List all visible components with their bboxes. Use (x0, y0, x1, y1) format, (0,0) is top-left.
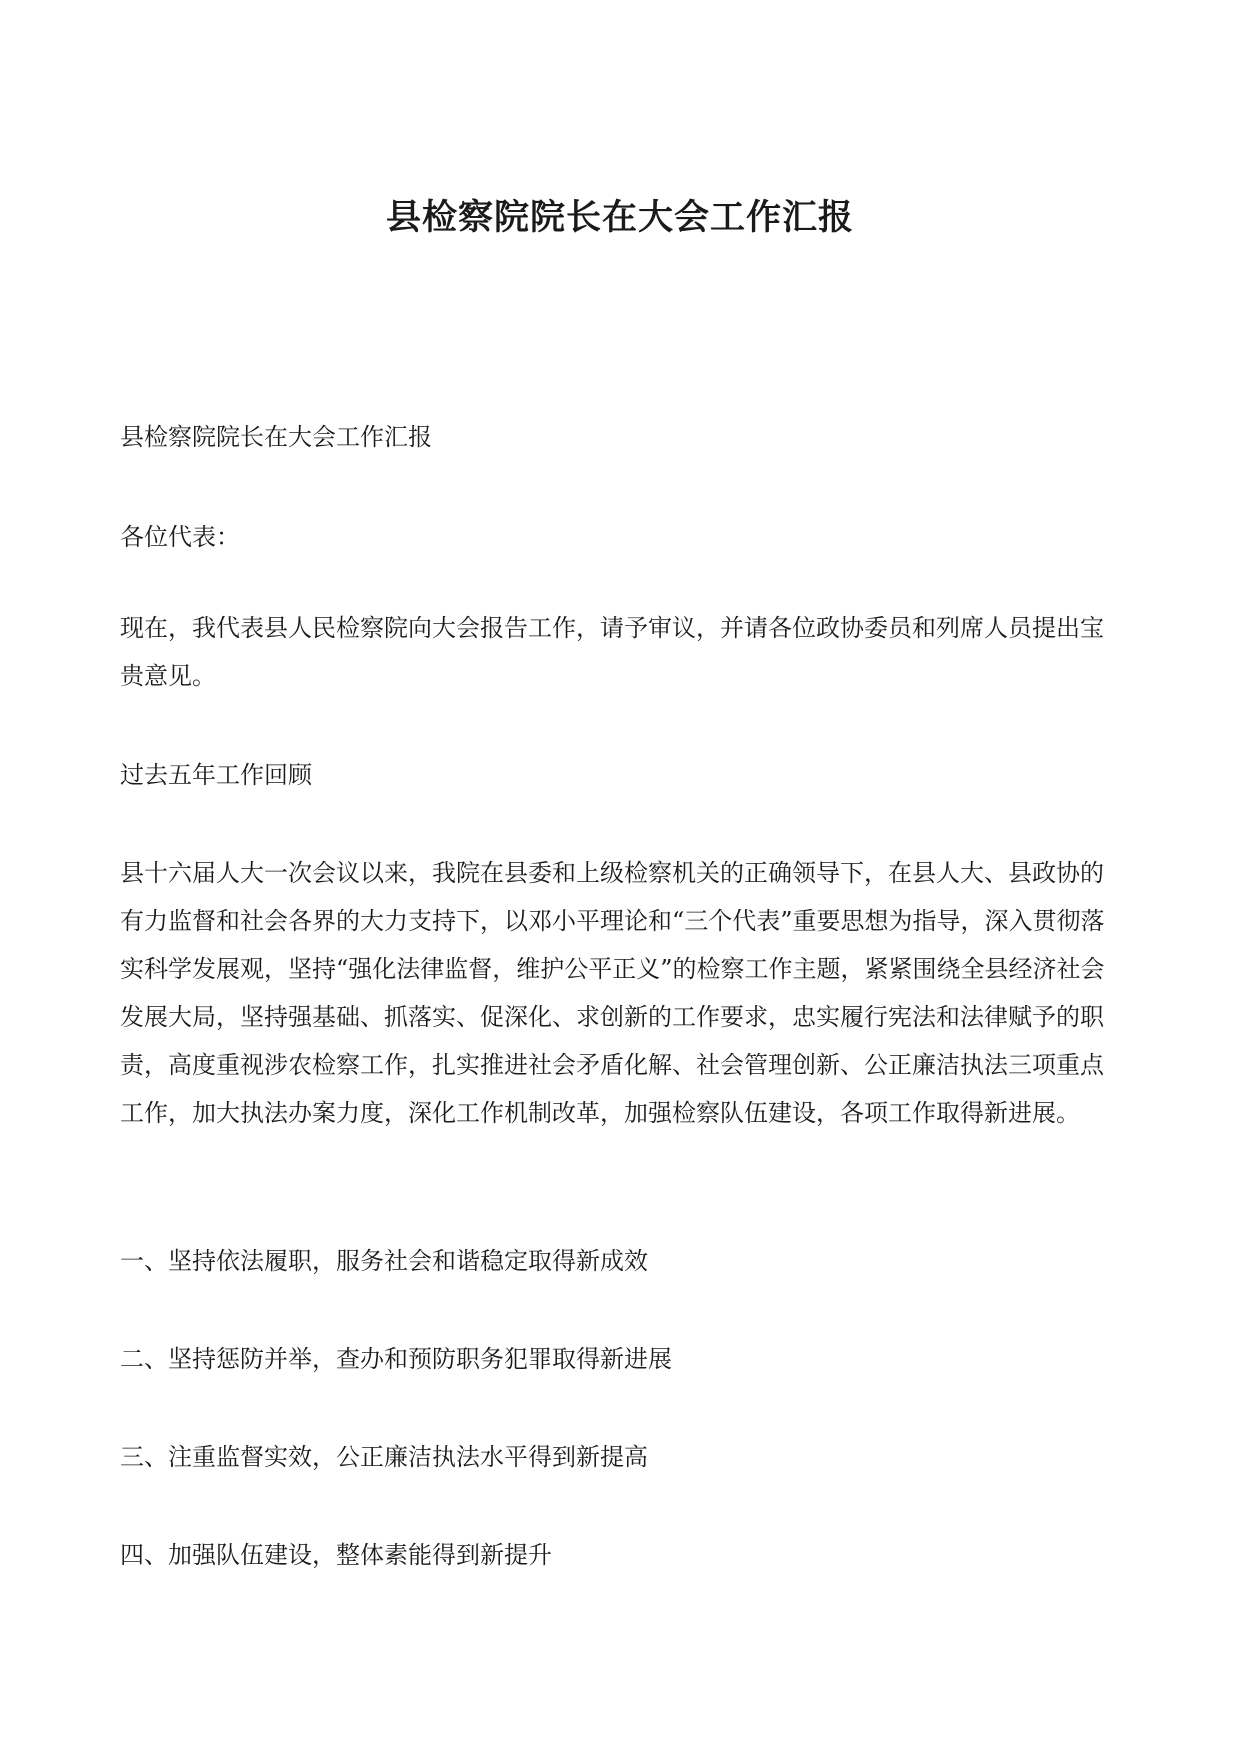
salutation: 各位代表： (120, 523, 240, 551)
document-subtitle: 县检察院院长在大会工作汇报 (120, 423, 432, 451)
section-heading: 二、坚持惩防并举，查办和预防职务犯罪取得新进展 (120, 1345, 672, 1373)
intro-paragraph: 现在，我代表县人民检察院向大会报告工作，请予审议，并请各位政协委员和列席人员提出宝贵意见。 (120, 614, 1104, 690)
review-heading: 过去五年工作回顾 (120, 761, 312, 789)
section-heading: 一、坚持依法履职，服务社会和谐稳定取得新成效 (120, 1247, 648, 1275)
section-heading: 四、加强队伍建设，整体素能得到新提升 (120, 1541, 552, 1569)
section-heading: 三、注重监督实效，公正廉洁执法水平得到新提高 (120, 1443, 648, 1471)
document-title: 县检察院院长在大会工作汇报 (385, 197, 854, 238)
review-paragraph: 县十六届人大一次会议以来，我院在县委和上级检察机关的正确领导下，在县人大、县政协的有力监督和社会各界的大力支持下，以邓小平理论和“三个代表”重要思想为指导，深入贯彻落实科学发展观，坚持“强化法律监督，维护公平正义”的检察工作主题，紧紧围绕全县经济社会发展大局，坚持强基础、抓落实、促深化、求创新的工作要求，忠实履行宪法和法律赋予的职责，高度重视涉农检察工作，扎实推进社会矛盾化解、社会管理创新、公正廉洁执法三项重点工作，加大执法办案力度，深化工作机制改革，加强检察队伍建设，各项工作取得新进展。 (120, 859, 1105, 1127)
